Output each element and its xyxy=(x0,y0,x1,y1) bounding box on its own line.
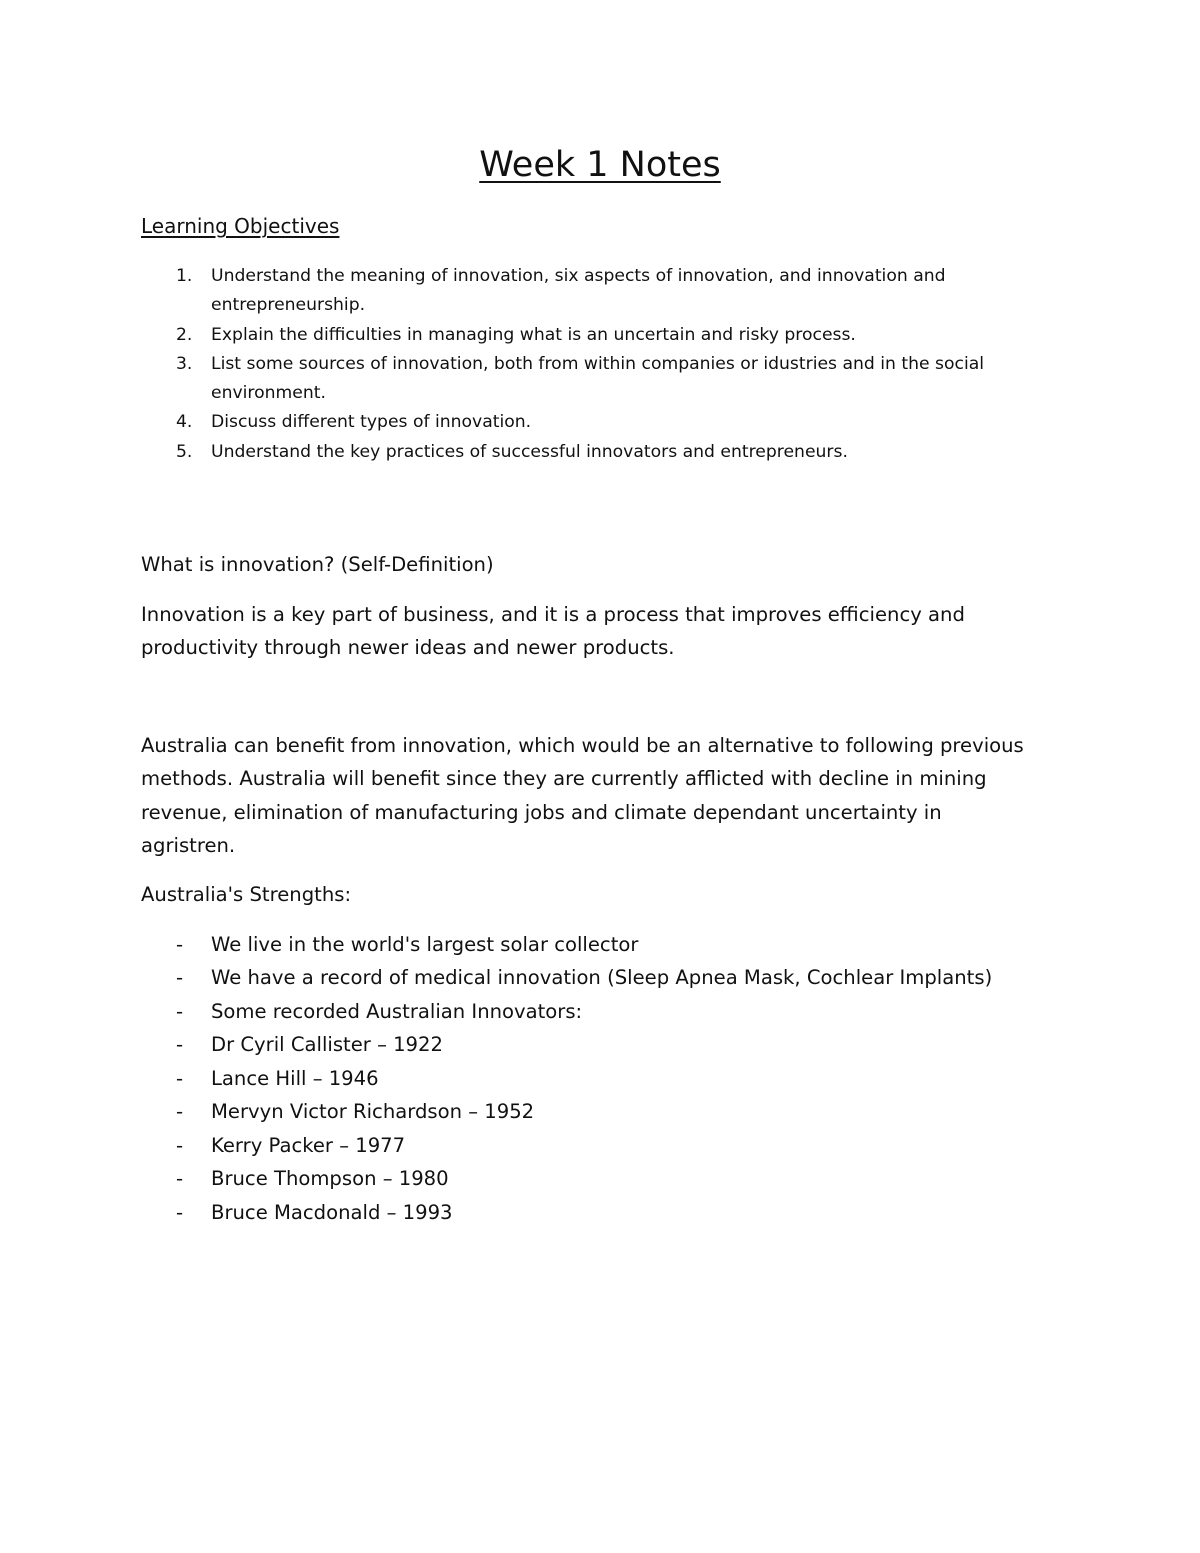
learning-objectives-list xyxy=(141,262,1041,467)
innovator-text: Bruce Thompson – 1980 xyxy=(211,1167,449,1191)
objective-text-line: List some sources of innovation, both from within companies or idustries and in the social xyxy=(211,353,985,374)
innovator-item xyxy=(141,1162,992,1195)
objective-number: 3. xyxy=(176,353,193,374)
innovator-text: Kerry Packer – 1977 xyxy=(211,1133,406,1157)
dash-bullet-icon: - xyxy=(176,1200,184,1224)
objective-item xyxy=(141,262,1041,321)
strength-text: Some recorded Australian Innovators: xyxy=(211,999,583,1023)
australia-benefit-paragraph xyxy=(141,729,1024,862)
australia-strengths-list xyxy=(141,928,992,1229)
innovator-text: Mervyn Victor Richardson – 1952 xyxy=(211,1100,535,1124)
innovator-text: Dr Cyril Callister – 1922 xyxy=(211,1033,443,1057)
objective-text-line: entrepreneurship. xyxy=(211,295,366,316)
page-title: Week 1 Notes xyxy=(479,145,721,185)
objective-item xyxy=(141,350,1041,409)
innovation-question-heading: What is innovation? (Self-Definition) xyxy=(141,553,494,576)
objective-text-line: Explain the difficulties in managing what is an uncertain and risky process. xyxy=(211,324,856,345)
dash-bullet-icon: - xyxy=(176,933,184,956)
objective-number: 5. xyxy=(176,441,193,462)
innovator-item xyxy=(141,1062,992,1095)
paragraph-line: revenue, elimination of manufacturing jobs and climate dependant uncertainty in xyxy=(141,800,942,824)
paragraph-line: productivity through newer ideas and newer products. xyxy=(141,636,675,660)
paragraph-line: agristren. xyxy=(141,833,236,857)
objective-text-line: environment. xyxy=(211,383,326,404)
paragraph-line: methods. Australia will benefit since they are currently afflicted with decline in mining xyxy=(141,767,987,791)
strength-text: We have a record of medical innovation (Sleep Apnea Mask, Cochlear Implants) xyxy=(211,966,993,990)
innovator-text: Bruce Macdonald – 1993 xyxy=(211,1200,453,1224)
innovator-item xyxy=(141,1095,992,1128)
strength-text: We live in the world's largest solar collector xyxy=(211,933,639,956)
strength-item xyxy=(141,995,992,1028)
dash-bullet-icon: - xyxy=(176,1167,184,1191)
objective-number: 2. xyxy=(176,324,193,345)
objective-item xyxy=(141,321,1041,350)
innovator-text: Lance Hill – 1946 xyxy=(211,1066,379,1090)
objective-text-line: Understand the meaning of innovation, six aspects of innovation, and innovation and xyxy=(211,266,946,286)
innovator-item xyxy=(141,1196,992,1229)
objective-item xyxy=(141,438,1041,467)
innovator-item xyxy=(141,1129,992,1162)
dash-bullet-icon: - xyxy=(176,1133,184,1157)
paragraph-line: Australia can benefit from innovation, which would be an alternative to following previous xyxy=(141,734,1024,757)
dash-bullet-icon: - xyxy=(176,1066,184,1090)
dash-bullet-icon: - xyxy=(176,966,184,990)
dash-bullet-icon: - xyxy=(176,999,184,1023)
objective-number: 1. xyxy=(176,266,193,286)
innovator-item xyxy=(141,1028,992,1061)
dash-bullet-icon: - xyxy=(176,1033,184,1057)
learning-objectives-heading: Learning Objectives xyxy=(141,214,340,238)
paragraph-line: Innovation is a key part of business, and it is a process that improves efficiency and xyxy=(141,603,965,626)
strength-item xyxy=(141,961,992,994)
innovation-definition-paragraph xyxy=(141,598,965,665)
objective-text-line: Understand the key practices of successful innovators and entrepreneurs. xyxy=(211,441,848,462)
australia-strengths-heading: Australia's Strengths: xyxy=(141,883,352,906)
objective-item xyxy=(141,408,1041,437)
strength-item xyxy=(141,928,992,961)
dash-bullet-icon: - xyxy=(176,1100,184,1124)
objective-number: 4. xyxy=(176,412,193,433)
objective-text-line: Discuss different types of innovation. xyxy=(211,412,532,433)
